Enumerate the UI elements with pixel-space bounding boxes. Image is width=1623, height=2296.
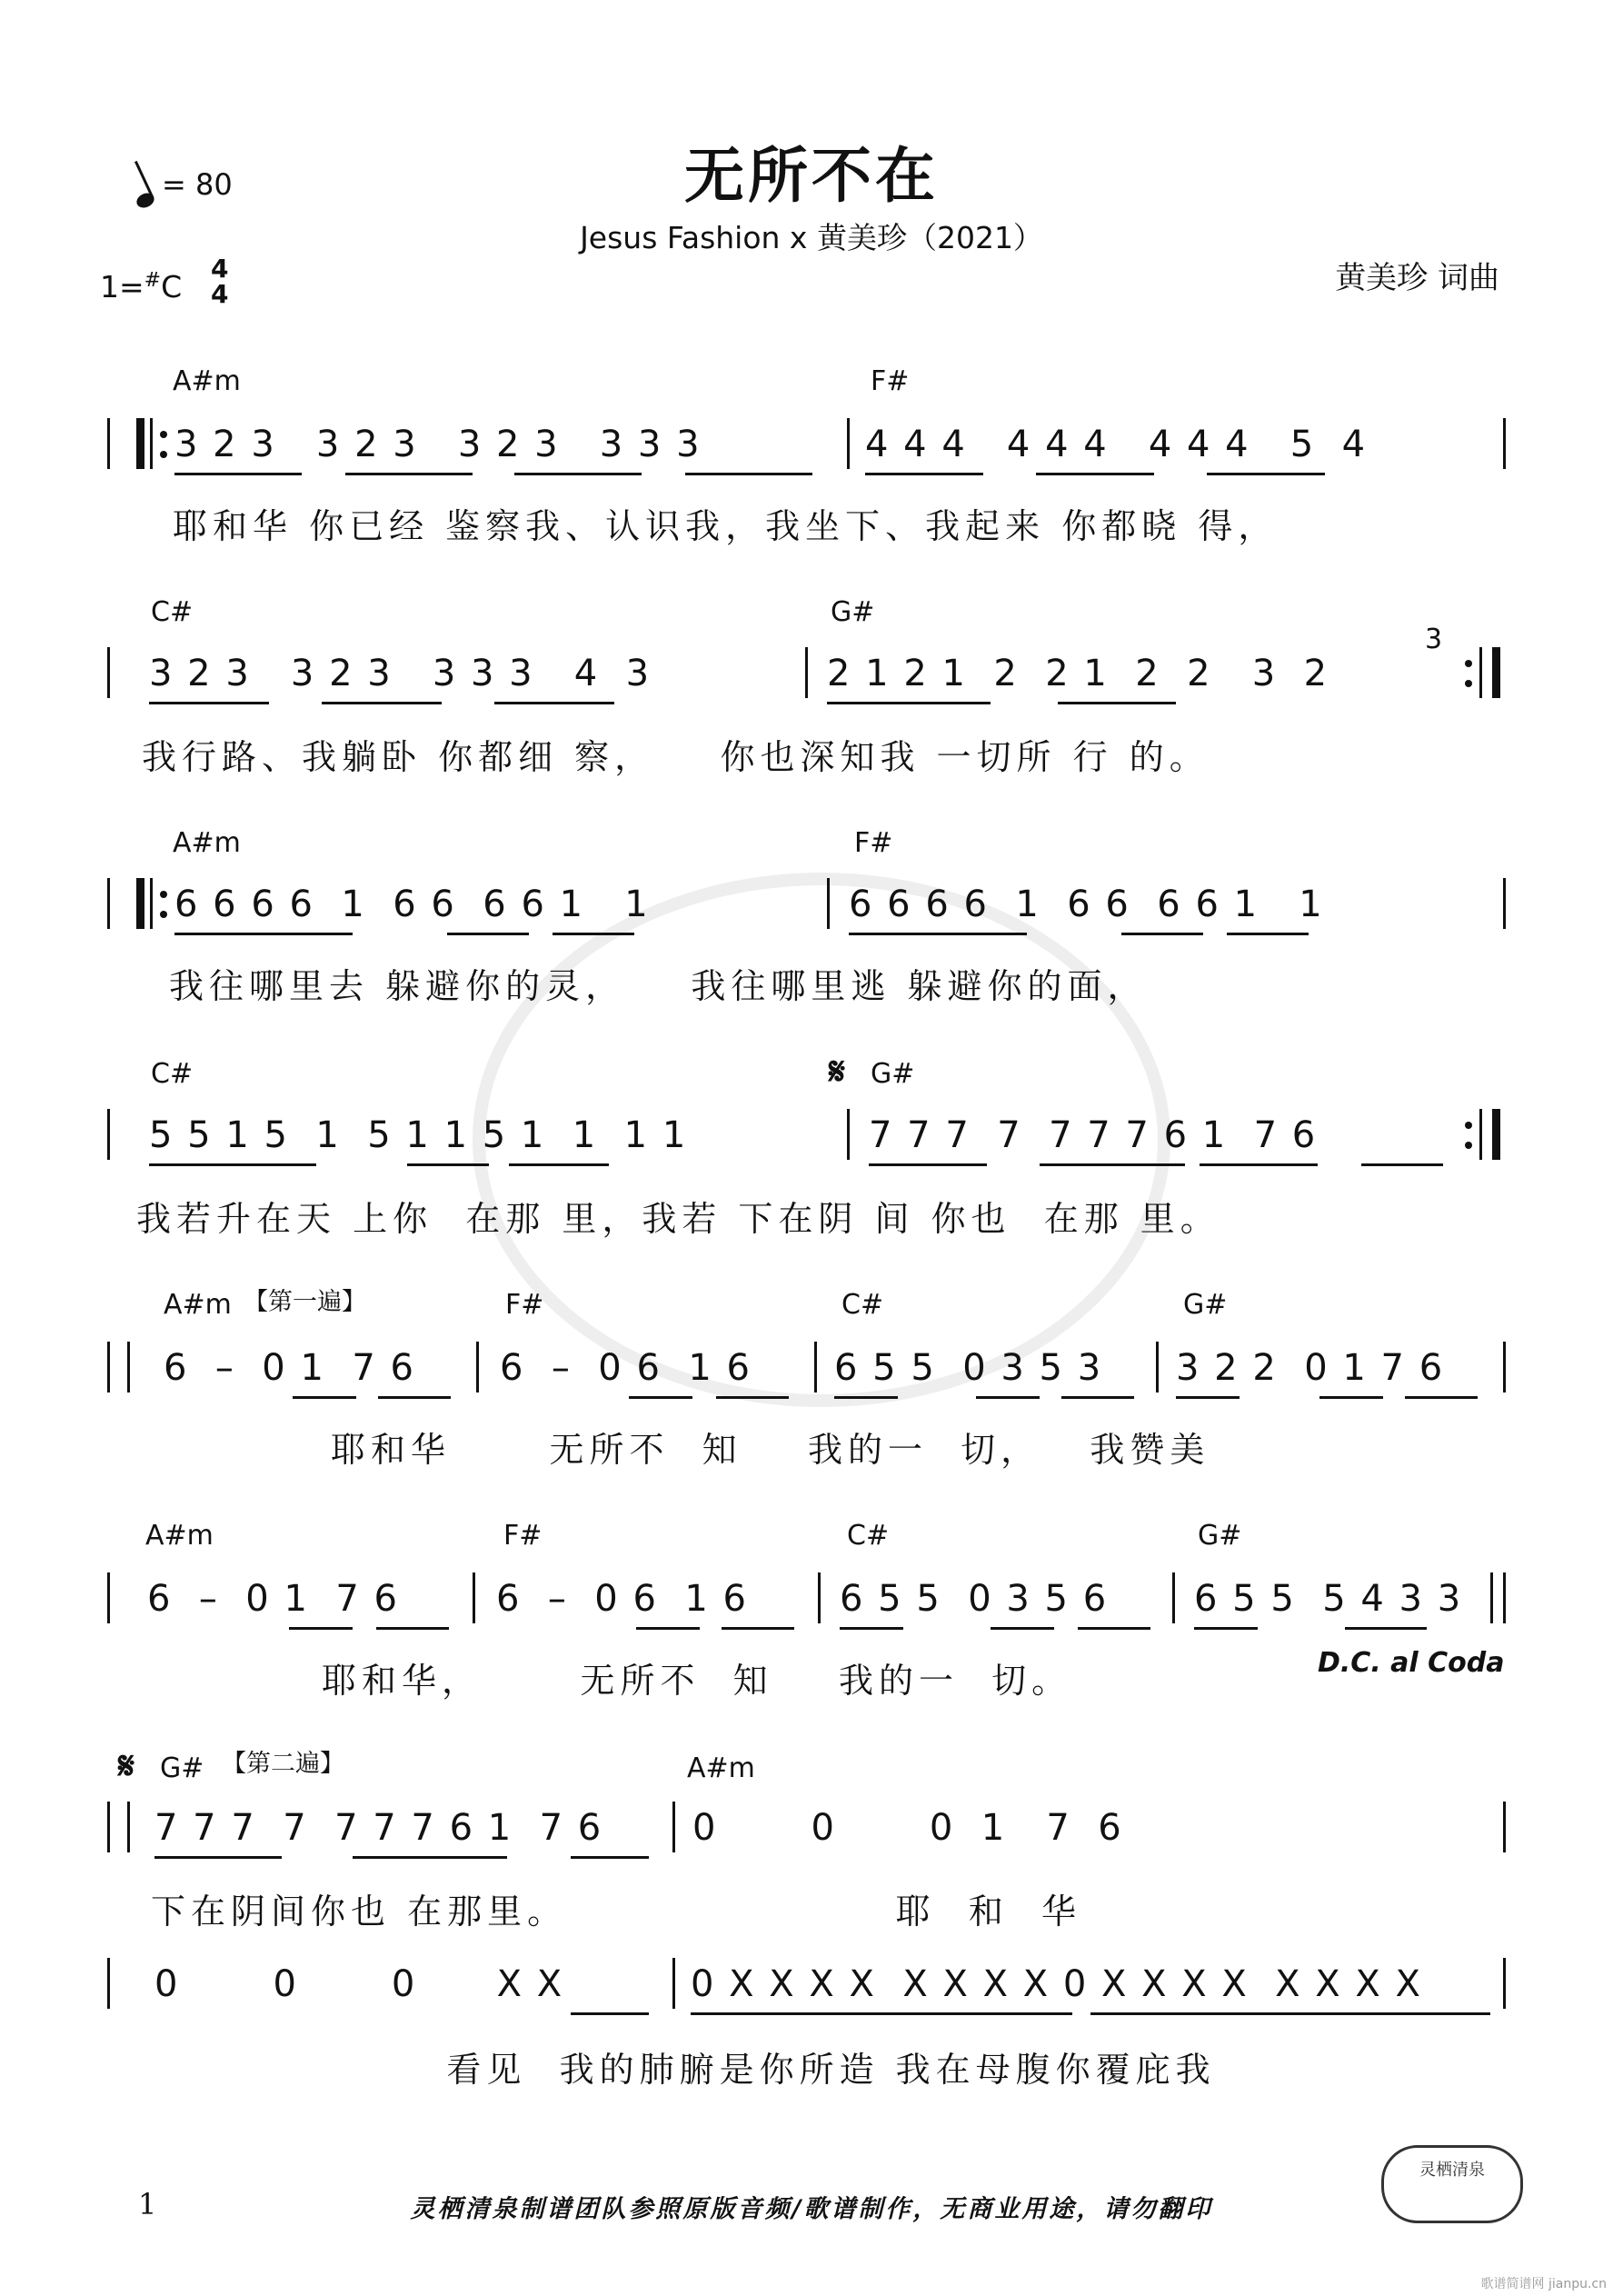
chord-label: G#	[160, 1752, 204, 1784]
barline	[1156, 1342, 1159, 1393]
barline	[672, 1802, 675, 1852]
barline	[107, 878, 110, 929]
barline	[150, 878, 153, 929]
chord-label: C#	[151, 1058, 194, 1090]
beam	[509, 1163, 609, 1166]
repeat-start-bar	[136, 878, 144, 929]
beam	[1200, 1163, 1318, 1166]
beam	[1227, 933, 1309, 935]
barline	[805, 647, 808, 698]
measure-notes: 3 2 3 3 2 3 3 2 3 3 3 3	[174, 424, 702, 465]
lyrics-line: 我行路、我躺卧 你都细 察， 你也深知我 一切所 行 的。	[142, 737, 1210, 777]
measure-notes: 0 0 0 1 7 6	[692, 1807, 1123, 1849]
beam	[691, 2012, 1072, 2015]
repeat-dot	[1465, 1142, 1472, 1149]
section-mark: 【第二遍】	[222, 1750, 344, 1778]
barline	[127, 1802, 130, 1852]
chord-label: G#	[1198, 1520, 1242, 1552]
repeat-dot	[1465, 1122, 1472, 1129]
measure-notes: 6 6 6 6 1 6 6 6 6 1 1	[174, 883, 650, 925]
chord-label: F#	[854, 827, 893, 859]
beam	[1061, 1396, 1134, 1399]
measure-notes: 6 – 0 1 7 6	[164, 1347, 415, 1389]
beam	[849, 933, 1027, 935]
footer-notice: 灵栖清泉制谱团队参照原版音频/歌谱制作，无商业用途，请勿翻印	[410, 2195, 1213, 2223]
measure-notes: 4 4 4 4 4 4 4 4 4 5 4	[865, 424, 1368, 465]
beam	[865, 473, 983, 475]
barline	[1503, 878, 1506, 929]
barline	[127, 1342, 130, 1393]
measure-notes: 7 7 7 7 7 7 7 6 1 7 6	[154, 1807, 603, 1849]
beam	[447, 933, 529, 935]
beam	[991, 1627, 1054, 1630]
chord-label: C#	[151, 596, 194, 628]
beam	[840, 1627, 903, 1630]
repeat-start-bar	[136, 418, 144, 469]
beam	[378, 1396, 451, 1399]
tempo-marking: = 80	[136, 167, 233, 202]
barline	[107, 1802, 110, 1852]
lamb-logo-icon: 灵栖清泉	[1381, 2145, 1523, 2223]
barline	[150, 418, 153, 469]
beam	[322, 702, 442, 704]
beam	[1121, 933, 1203, 935]
beam	[1361, 1163, 1443, 1166]
lyrics-line: 看见 我的肺腑是你所造 我在母腹你覆庇我	[151, 2050, 1216, 2090]
lyrics-line: 下在阴间你也 在那里。 耶 和 华	[151, 1892, 1081, 1932]
beam	[827, 702, 991, 704]
beam	[685, 473, 812, 475]
measure-notes: 6 – 0 6 1 6	[496, 1578, 748, 1620]
lyrics-line: 耶和华， 无所不 知 我的一 切。	[322, 1661, 1072, 1701]
chord-label: F#	[505, 1289, 544, 1321]
barline	[1503, 418, 1506, 469]
repeat-dot	[160, 451, 167, 458]
segno-icon: 𝄋	[118, 1743, 135, 1788]
beam	[149, 702, 269, 704]
beam	[1207, 473, 1325, 475]
barline	[1503, 1958, 1506, 2009]
lyrics-line: 耶和华 无所不 知 我的一 切， 我赞美	[331, 1430, 1210, 1470]
beam	[1176, 1396, 1240, 1399]
beam	[716, 1396, 789, 1399]
repeat-dot	[1465, 680, 1472, 687]
song-title: 无所不在	[684, 141, 939, 211]
barline	[1503, 1802, 1506, 1852]
beam	[376, 1627, 449, 1630]
beam	[553, 933, 634, 935]
measure-notes: 3 2 3 3 2 3 3 3 3 4 3	[149, 653, 652, 694]
barline	[1503, 1342, 1506, 1393]
segno-icon: 𝄋	[829, 1049, 846, 1093]
beam	[1319, 1396, 1383, 1399]
barline	[818, 1572, 821, 1623]
beam	[494, 702, 614, 704]
chord-label: A#m	[173, 365, 241, 397]
barline	[1479, 647, 1482, 698]
lyrics-line: 我往哪里去 躲避你的灵， 我往哪里逃 躲避你的面，	[169, 966, 1148, 1006]
beam	[1405, 1396, 1478, 1399]
beam	[514, 473, 642, 475]
beam	[636, 1627, 700, 1630]
lyrics-line: 我若升在天 上你 在那 里，我若 下在阴 间 你也 在那 里。	[136, 1199, 1220, 1239]
barline	[476, 1342, 479, 1393]
repeat-dot	[160, 431, 167, 438]
beam	[1040, 1163, 1185, 1166]
page-number: 1	[138, 2187, 157, 2221]
beam	[1345, 1627, 1427, 1630]
repeat-dot	[1465, 660, 1472, 667]
barline	[473, 1572, 475, 1623]
measure-notes: 0 X X X X X X X X 0 X X X X X X X X	[691, 1963, 1422, 2005]
measure-notes: 6 – 0 1 7 6	[147, 1578, 399, 1620]
measure-notes: 6 6 6 6 1 6 6 6 6 1 1	[849, 883, 1324, 925]
beam	[1036, 473, 1154, 475]
beam	[834, 1396, 898, 1399]
chord-label: A#m	[687, 1752, 755, 1784]
measure-notes: 6 5 5 0 3 5 6	[840, 1578, 1109, 1620]
beam	[1058, 702, 1176, 704]
beam	[571, 1856, 649, 1859]
barline	[107, 418, 110, 469]
measure-notes: 6 5 5 5 4 3 3	[1194, 1578, 1463, 1620]
beam	[149, 1163, 316, 1166]
measure-notes: 3 2 2 0 1 7 6	[1176, 1347, 1445, 1389]
chord-label: G#	[1183, 1289, 1228, 1321]
repeat-end-bar	[1492, 647, 1500, 698]
barline	[672, 1958, 675, 2009]
beam	[289, 1627, 353, 1630]
chord-label: A#m	[173, 827, 241, 859]
key-signature: 1=#C	[100, 269, 183, 304]
chord-label: A#m	[145, 1520, 214, 1552]
barline	[1490, 1572, 1493, 1623]
beam	[571, 2012, 649, 2015]
beam	[154, 1856, 282, 1859]
measure-notes: 5 5 1 5 1 5 1 1 5 1 1 1 1	[149, 1114, 688, 1156]
barline	[1479, 1109, 1482, 1160]
beam	[345, 473, 473, 475]
barline	[814, 1342, 817, 1393]
chord-label: C#	[841, 1289, 884, 1321]
beam	[976, 1396, 1040, 1399]
beam	[629, 1396, 692, 1399]
measure-notes: 7 7 7 7 7 7 7 6 1 7 6	[869, 1114, 1318, 1156]
beam	[1194, 1627, 1258, 1630]
lyrics-line: 耶和华 你已经 鉴察我、认识我，我坐下、我起来 你都晓 得，	[173, 506, 1279, 546]
composer-credit: 黄美珍 词曲	[1335, 260, 1499, 296]
chord-label: G#	[831, 596, 875, 628]
measure-notes: 0 0 0 X X	[154, 1963, 564, 2005]
subtitle: Jesus Fashion x 黄美珍（2021）	[580, 220, 1043, 255]
beam	[293, 1396, 356, 1399]
beam	[1090, 2012, 1490, 2015]
chord-label: F#	[871, 365, 910, 397]
beam	[869, 1163, 987, 1166]
barline	[847, 418, 850, 469]
barline	[107, 1342, 110, 1393]
chord-label: C#	[847, 1520, 890, 1552]
barline	[847, 1109, 850, 1160]
measure-notes: 2 1 2 1 2 2 1 2 2 3 2	[827, 653, 1329, 694]
barline	[107, 647, 110, 698]
beam	[1078, 1627, 1150, 1630]
barline	[107, 1958, 110, 2009]
measure-notes: 6 – 0 6 1 6	[500, 1347, 752, 1389]
section-mark: 【第一遍】	[244, 1288, 366, 1316]
beam	[353, 1856, 507, 1859]
dc-al-coda-marking: D.C. al Coda	[1318, 1647, 1505, 1679]
beam	[722, 1627, 794, 1630]
chord-label: G#	[871, 1058, 915, 1090]
barline	[1172, 1572, 1175, 1623]
barline	[827, 878, 830, 929]
chord-label: A#m	[164, 1289, 232, 1321]
time-signature: 4 4	[211, 254, 229, 309]
repeat-dot	[160, 911, 167, 918]
barline	[1503, 1572, 1506, 1623]
beam	[174, 933, 353, 935]
barline	[107, 1572, 110, 1623]
site-credit: 歌谱简谱网 jianpu.cn	[1480, 2277, 1607, 2291]
beam	[174, 473, 302, 475]
grace-note: 3	[1425, 624, 1443, 655]
repeat-dot	[160, 891, 167, 898]
measure-notes: 6 5 5 0 3 5 3	[834, 1347, 1103, 1389]
barline	[107, 1109, 110, 1160]
beam	[407, 1163, 489, 1166]
repeat-end-bar	[1492, 1109, 1500, 1160]
chord-label: F#	[503, 1520, 543, 1552]
